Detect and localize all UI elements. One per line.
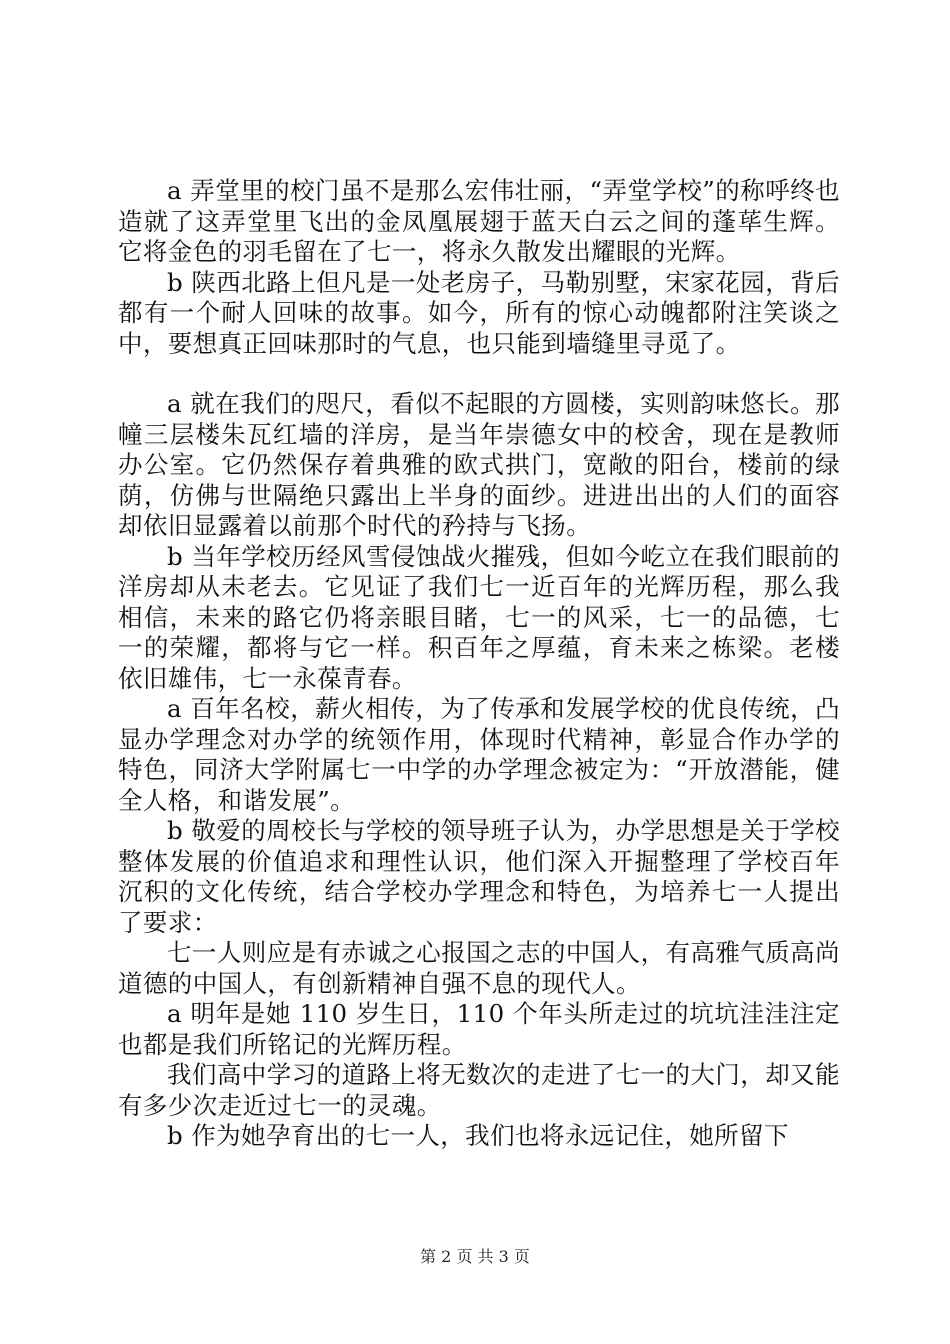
paragraph-10: b 作为她孕育出的七一人，我们也将永远记住，她所留下 — [167, 1121, 789, 1150]
paragraph-6: b 敬爱的周校长与学校的领导班子认为，办学思想是关于学校整体发展的价值追求和理性认识，他们深入开掘整理了学校百年沉积的文化传统，结合学校办学理念和特色，为培养七一人提出了要求： — [118, 816, 840, 937]
paragraph-8: a 明年是她 110 岁生日，110 个年头所走过的坑坑洼洼注定也都是我们所铭记的光辉历程。 — [118, 999, 840, 1059]
paragraph-2: b 陕西北路上但凡是一处老房子，马勒别墅，宋家花园，背后都有一个耐人回味的故事。如今，所有的惊心动魄都附注笑谈之中，要想真正回味那时的气息，也只能到墙缝里寻觅了。 — [118, 267, 840, 358]
paragraph-4: b 当年学校历经风雪侵蚀战火摧残，但如今屹立在我们眼前的洋房却从未老去。它见证了我们七一近百年的光辉历程，那么我相信，未来的路它仍将亲眼目睹，七一的风采，七一的品德，七一的荣耀，都将与它一样。积百年之厚蕴，育未来之栋梁。老楼依旧雄伟，七一永葆青春。 — [118, 541, 840, 693]
paragraph-3: a 就在我们的咫尺，看似不起眼的方圆楼，实则韵味悠长。那幢三层楼朱瓦红墙的洋房，是当年崇德女中的校舍，现在是教师办公室。它仍然保存着典雅的欧式拱门，宽敞的阳台，楼前的绿荫，仿佛与世隔绝只露出上半身的面纱。进进出出的人们的面容却依旧显露着以前那个时代的矜持与飞扬。 — [118, 389, 840, 540]
paragraph-1: a 弄堂里的校门虽不是那么宏伟壮丽，“弄堂学校”的称呼终也造就了这弄堂里飞出的金凤凰展翅于蓝天白云之间的蓬荜生辉。它将金色的羽毛留在了七一，将永久散发出耀眼的光辉。 — [118, 176, 840, 266]
body-text — [118, 176, 840, 1152]
paragraph-7: 七一人则应是有赤诚之心报国之志的中国人，有高雅气质高尚道德的中国人，有创新精神自强不息的现代人。 — [118, 938, 840, 998]
paragraph-5: a 百年名校，薪火相传，为了传承和发展学校的优良传统，凸显办学理念对办学的统领作用，体现时代精神，彰显合作办学的特色，同济大学附属七一中学的办学理念被定为：“开放潜能，健全人格，和谐发展”。 — [118, 694, 840, 815]
page-footer: 第 2 页 共 3 页 — [420, 1247, 530, 1266]
paragraph-gap — [118, 359, 840, 389]
paragraph-9: 我们高中学习的道路上将无数次的走进了七一的大门，却又能有多少次走近过七一的灵魂。 — [118, 1060, 840, 1120]
